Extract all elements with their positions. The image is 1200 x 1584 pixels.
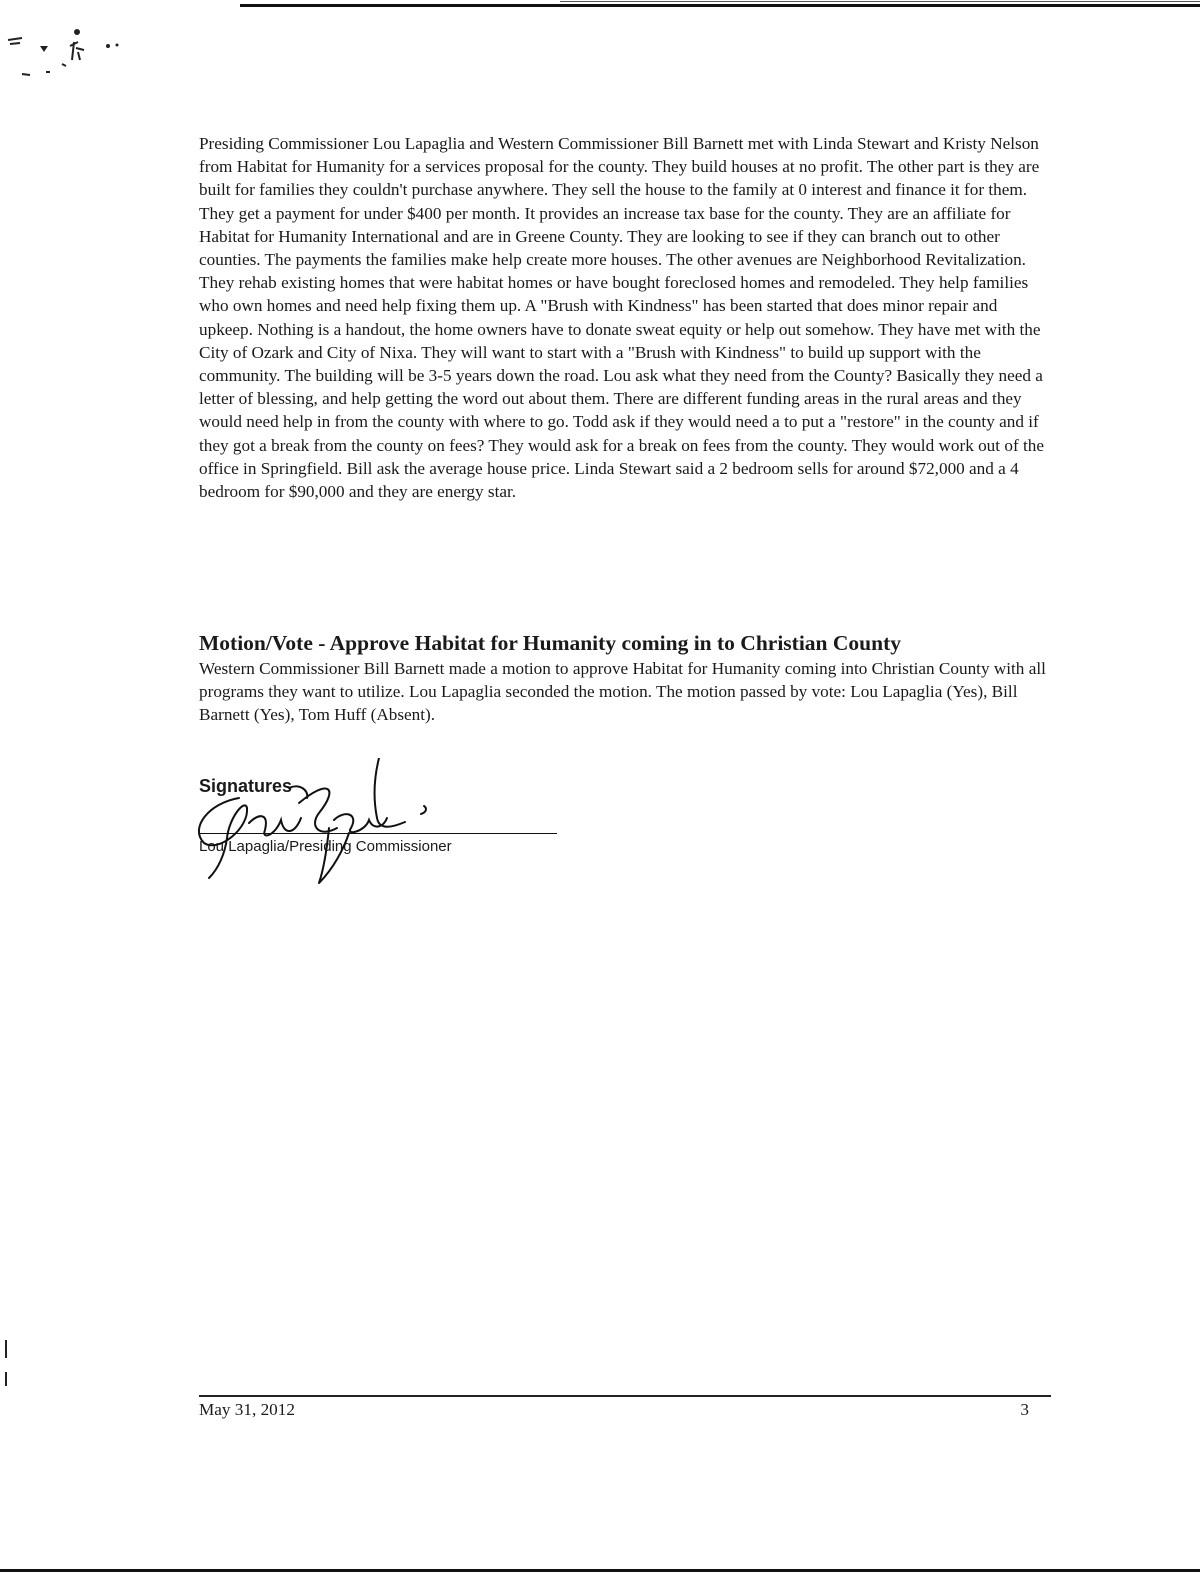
- scan-edge-mark: [5, 1372, 7, 1386]
- scan-top-border: [240, 4, 1200, 7]
- signature-block: [199, 770, 619, 890]
- footer-rule: [199, 1395, 1051, 1397]
- handwritten-signature: [169, 758, 449, 888]
- motion-text: Western Commissioner Bill Barnett made a motion to approve Habitat for Humanity coming into Christian County with all programs they want to utilize. Lou Lapaglia seconded the motion. The motion passed by vote: Lou Lapaglia (Yes), Bill Barnett (Yes), Tom Huff (Absent).: [199, 659, 1046, 724]
- scan-top-border-thin: [560, 1, 1200, 2]
- meeting-paragraph: Presiding Commissioner Lou Lapaglia and Western Commissioner Bill Barnett met with Linda Stewart and Kristy Nelson from Habitat for Humanity for a services proposal for the county. They build houses at no profit. The other part is they are built for families they couldn't purchase anywhere. They sell the house to the family at 0 interest and finance it for them. They get a payment for under $400 per month. It provides an increase tax base for the county. They are an affiliate for Habitat for Humanity International and are in Greene County. They are looking to see if they can branch out to other counties. The payments the families make help create more houses. The other avenues are Neighborhood Revitalization. They rehab existing homes that were habitat homes or have bought foreclosed homes and remodeled. They help families who own homes and need help fixing them up. A "Brush with Kindness" has been started that does minor repair and upkeep. Nothing is a handout, the home owners have to donate sweat equity or help out somehow. They have met with the City of Ozark and City of Nixa. They will want to start with a "Brush with Kindness" to build up support with the community. The building will be 3-5 years down the road. Lou ask what they need from the County? Basically they need a letter of blessing, and help getting the word out about them. There are different funding areas in the rural areas and they would need help in from the county with where to go. Todd ask if they would need a to put a "restore" in the county and if they got a break from the county on fees? They would ask for a break on fees from the county. They would work out of the office in Springfield. Bill ask the average house price. Linda Stewart said a 2 bedroom sells for around $72,000 and a 4 bedroom for $90,000 and they are energy star.: [199, 134, 1044, 502]
- page-number: 3: [1020, 1400, 1029, 1419]
- signer-title: Lou Lapaglia/Presiding Commissioner: [199, 838, 452, 855]
- scan-bottom-border: [0, 1569, 1200, 1572]
- scan-specks: [0, 20, 140, 90]
- scan-edge-mark: [5, 1340, 7, 1358]
- motion-heading: Motion/Vote - Approve Habitat for Humanity coming in to Christian County: [199, 631, 901, 655]
- footer-date: May 31, 2012: [199, 1400, 295, 1419]
- signatures-heading: Signatures: [199, 776, 293, 796]
